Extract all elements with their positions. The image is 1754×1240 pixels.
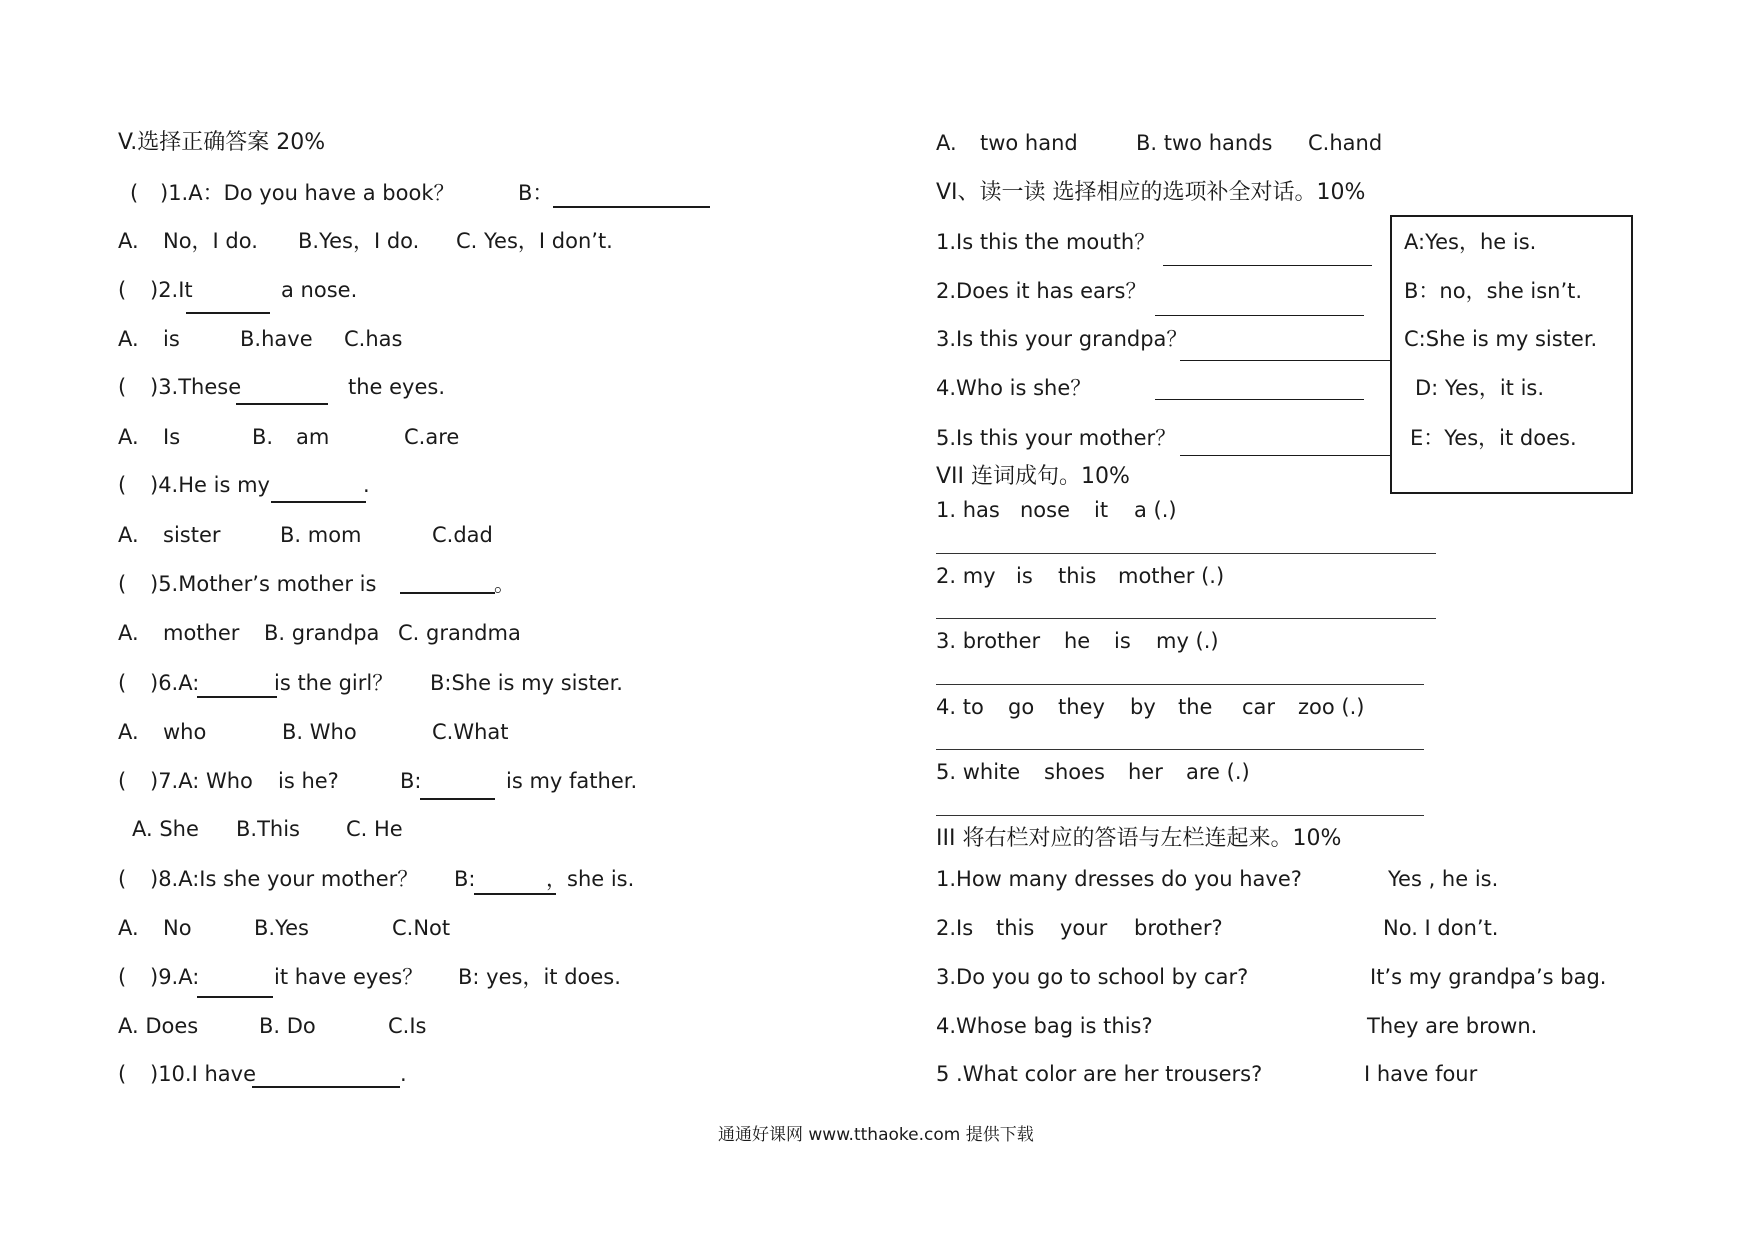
match-left-5: 5 .What color are her trousers? (936, 1062, 1263, 1086)
answer-blank-9[interactable] (197, 996, 273, 998)
answer-blank-1[interactable] (553, 206, 710, 208)
dialog-blank-4[interactable] (1155, 399, 1364, 400)
match-right-5: I have four (1364, 1062, 1478, 1086)
answer-blank-7[interactable] (420, 798, 495, 800)
footer-source: 通通好课网 www.tthaoke.com 提供下载 (718, 1125, 1034, 1145)
section-vi-heading: VI、读一读 选择相应的选项补全对话。10% (936, 180, 1366, 205)
dialog-question-1: 1.Is this the mouth？ (936, 230, 1156, 254)
answer-option-d: D: Yes，it is. (1415, 376, 1545, 400)
match-left-3: 3.Do you go to school by car? (936, 965, 1249, 989)
answer-options-box (1390, 215, 1633, 494)
dialog-blank-2[interactable] (1155, 315, 1364, 316)
answer-blank-8[interactable] (474, 893, 556, 895)
dialog-blank-3[interactable] (1180, 360, 1390, 361)
section-iii-heading: III 将右栏对应的答语与左栏连起来。10% (936, 826, 1342, 851)
answer-option-c: C:She is my sister. (1404, 327, 1598, 351)
answer-blank-3[interactable] (236, 403, 328, 405)
match-right-3: It’s my grandpa’s bag. (1370, 965, 1607, 989)
section-v-heading: V.选择正确答案 20% (118, 130, 326, 155)
answer-line-3[interactable] (936, 684, 1424, 685)
dialog-question-3: 3.Is this your grandpa？ (936, 327, 1188, 351)
match-left-1: 1.How many dresses do you have? (936, 867, 1302, 891)
match-right-2: No. I don’t. (1383, 916, 1499, 940)
answer-option-e: E：Yes，it does. (1410, 426, 1577, 450)
answer-line-2[interactable] (936, 618, 1436, 619)
answer-line-5[interactable] (936, 815, 1424, 816)
answer-line-4[interactable] (936, 749, 1424, 750)
match-right-4: They are brown. (1367, 1014, 1538, 1038)
dialog-question-4: 4.Who is she？ (936, 376, 1092, 400)
answer-option-b: B：no，she isn’t. (1404, 279, 1583, 303)
dialog-question-2: 2.Does it has ears？ (936, 279, 1147, 303)
answer-blank-6[interactable] (197, 696, 277, 698)
answer-line-1[interactable] (936, 553, 1436, 554)
answer-blank-5[interactable] (400, 592, 495, 594)
answer-blank-2[interactable] (186, 312, 270, 314)
section-vii-heading: VII 连词成句。10% (936, 464, 1130, 489)
match-right-1: Yes , he is. (1388, 867, 1499, 891)
match-left-4: 4.Whose bag is this? (936, 1014, 1153, 1038)
answer-blank-10[interactable] (252, 1086, 400, 1088)
answer-blank-4[interactable] (271, 501, 366, 503)
dialog-blank-1[interactable] (1163, 265, 1372, 266)
dialog-question-5: 5.Is this your mother？ (936, 426, 1177, 450)
answer-option-a: A:Yes，he is. (1404, 230, 1537, 254)
dialog-blank-5[interactable] (1180, 455, 1390, 456)
